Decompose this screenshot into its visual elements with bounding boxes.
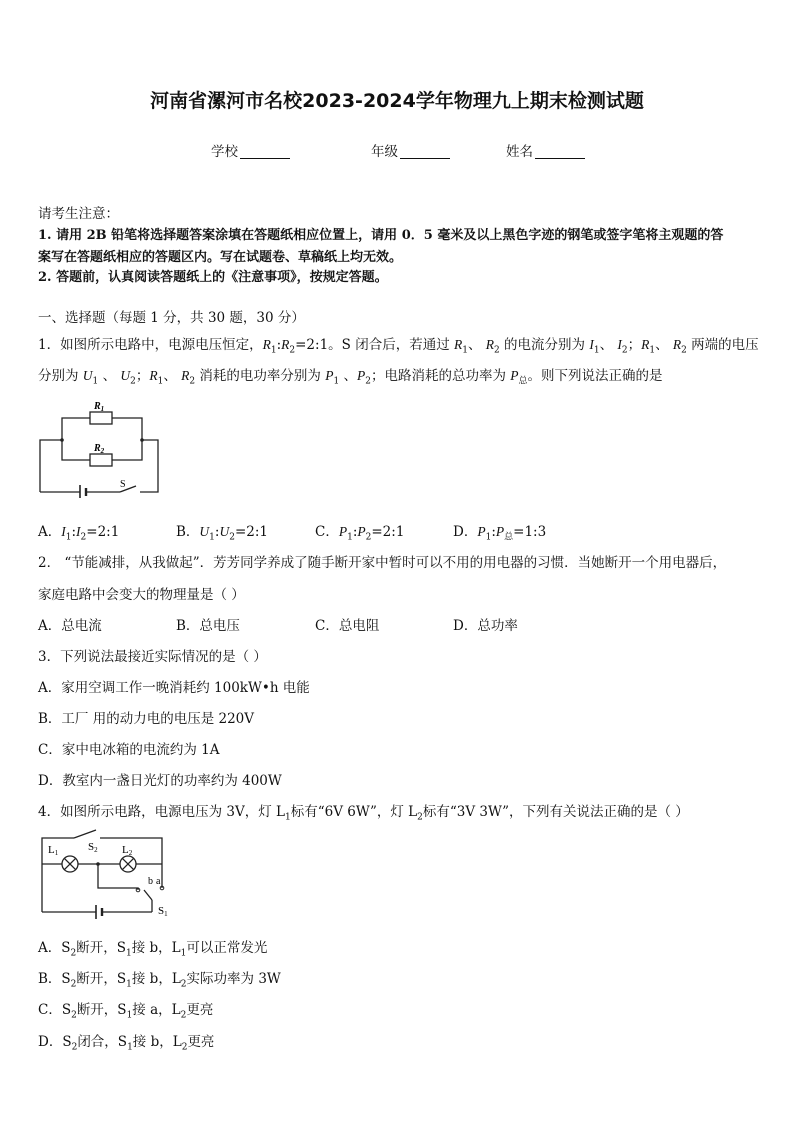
- q2-option-c[interactable]: C．总电阻: [315, 618, 380, 634]
- q4-option-b[interactable]: B．$S_2$断开，$S_1$接 b，$L_2$实际功率为 3W: [38, 971, 281, 990]
- q1-stem-line1: 1．如图所示电路中，电源电压恒定，$R_1:R_2=2:1$。S 闭合后，若通过 $R_1$、 $R_2$ 的电流分别为 $I_1$、 $I_2$；$R_1$、 $R_2$ 两端的电压: [38, 337, 759, 356]
- l2-label: L2: [122, 844, 133, 857]
- q1-option-c[interactable]: C．$P_1:P_2=2:1$: [315, 524, 405, 543]
- grade-blank[interactable]: [400, 144, 450, 159]
- q3-stem: 3．下列说法最接近实际情况的是（ ）: [38, 649, 267, 665]
- q3-option-d[interactable]: D．教室内一盏日光灯的功率约为 400W: [38, 773, 282, 789]
- r1-label: $R_1$: [94, 401, 105, 413]
- terminal-b-label: b: [148, 876, 153, 887]
- school-field[interactable]: [211, 140, 290, 160]
- name-blank[interactable]: [535, 144, 585, 159]
- q2-stem-line1: 2． “节能减排，从我做起”．芳芳同学养成了随手断开家中暂时可以不用的用电器的习惯．当她断开一个用电器后，: [38, 555, 727, 571]
- q1-option-d[interactable]: D．$P_1:P_总=1:3$: [453, 524, 547, 543]
- q3-option-b[interactable]: B．工厂 用的动力电的电压是 220V: [38, 711, 255, 727]
- q4-option-d[interactable]: D．$S_2$闭合，$S_1$接 b，$L_2$更亮: [38, 1034, 215, 1053]
- l1-label: L1: [48, 844, 59, 857]
- r2-label: $R_2$: [94, 443, 105, 455]
- s1-label: S1: [158, 905, 168, 918]
- q4-circuit-diagram: [36, 826, 186, 922]
- q2-option-a[interactable]: A．总电流: [38, 618, 102, 634]
- notice-heading: 请考生注意：: [38, 206, 119, 222]
- q2-option-d[interactable]: D．总功率: [453, 618, 518, 634]
- q1-circuit-diagram: [34, 394, 164, 498]
- q4-option-a[interactable]: A．$S_2$断开，$S_1$接 b，$L_1$可以正常发光: [38, 940, 268, 959]
- resistor-r2-icon: [90, 454, 112, 466]
- school-blank[interactable]: [240, 144, 290, 159]
- switch-s2-icon: [74, 830, 96, 838]
- q2-stem-line2: 家庭电路中会变大的物理量是（ ）: [38, 587, 245, 603]
- q1-stem-line2: 分别为 $U_1$ 、 $U_2$；$R_1$、 $R_2$ 消耗的电功率分别为 $P_1$ 、$P_2$；电路消耗的总功率为 $P_总$。则下列说法正确的是: [38, 368, 663, 387]
- switch-label: S: [120, 479, 126, 490]
- terminal-a-label: a: [156, 876, 161, 887]
- school-label: 学校: [211, 144, 238, 160]
- section-heading: 一、选择题（每题 1 分，共 30 题，30 分）: [38, 310, 305, 326]
- grade-field[interactable]: [371, 140, 450, 160]
- switch-s1-icon: [144, 890, 152, 900]
- notice-item-1b: 案写在答题纸相应的答题区内。写在试题卷、草稿纸上均无效。: [38, 250, 403, 265]
- q3-option-c[interactable]: C．家中电冰箱的电流约为 1A: [38, 742, 220, 758]
- q4-stem: 4．如图所示电路，电源电压为 3V，灯 $L_1$标有“6V 6W”，灯 $L_2$标有“3V 3W”，下列有关说法正确的是（ ）: [38, 804, 689, 823]
- notice-item-1a: 1. 请用 2B 铅笔将选择题答案涂填在答题纸相应位置上，请用 0．5 毫米及以上黑色字迹的钢笔或签字笔将主观题的答: [38, 228, 724, 243]
- notice-item-2: 2. 答题前，认真阅读答题纸上的《注意事项》，按规定答题。: [38, 270, 388, 285]
- q4-option-c[interactable]: C．$S_2$断开，$S_1$接 a，$L_2$更亮: [38, 1002, 214, 1021]
- q2-option-b[interactable]: B．总电压: [176, 618, 240, 634]
- name-field[interactable]: [506, 140, 585, 160]
- resistor-r1-icon: [90, 412, 112, 424]
- page-title: 河南省漯河市名校2023-2024学年物理九上期末检测试题: [150, 90, 644, 112]
- name-label: 姓名: [506, 144, 533, 160]
- grade-label: 年级: [371, 144, 398, 160]
- q3-option-a[interactable]: A．家用空调工作一晚消耗约 100kW•h 电能: [38, 680, 310, 696]
- q1-option-a[interactable]: A．$I_1:I_2=2:1$: [38, 524, 120, 543]
- s2-label: S2: [88, 841, 98, 854]
- q1-option-b[interactable]: B．$U_1:U_2=2:1$: [176, 524, 268, 543]
